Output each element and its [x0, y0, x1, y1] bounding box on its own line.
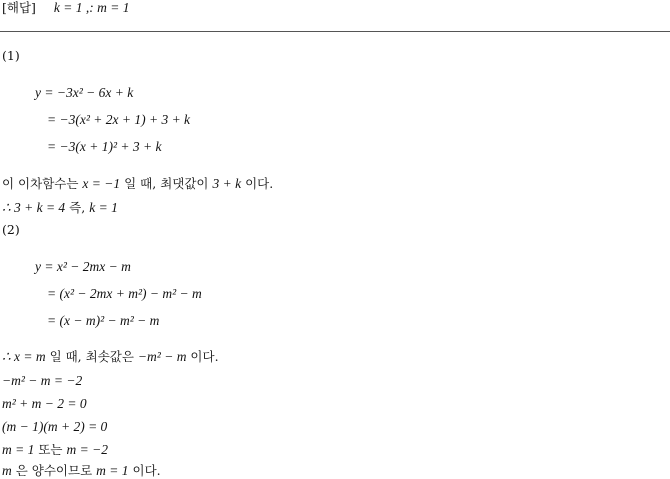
math-fragment: ∴ x = m: [2, 349, 46, 364]
part2-equation-3: = (x − m)² − m² − m: [47, 313, 160, 328]
part2-line-2: −m² − m = −2: [2, 373, 83, 388]
part2-number: (2): [2, 222, 20, 237]
math-fragment: −m² − m: [137, 349, 187, 364]
math-fragment: m = −2: [66, 442, 108, 457]
text-fragment: 이 이차함수는: [2, 176, 79, 191]
math-fragment: m = 1: [2, 442, 35, 457]
math-fragment: 3 + k: [212, 176, 242, 191]
part2-line-4: (m − 1)(m + 2) = 0: [2, 419, 108, 434]
text-fragment: 일 때, 최솟값은: [49, 349, 134, 364]
text-fragment: 즉,: [69, 200, 86, 215]
math-fragment: x = −1: [82, 176, 121, 191]
math-fragment: m: [2, 463, 12, 478]
part2-conclusion: [2, 349, 219, 365]
part1-conclusion: [2, 176, 273, 192]
math-fragment: k = 1: [89, 200, 118, 215]
answer-header: [2, 0, 129, 16]
header-divider: [0, 31, 670, 32]
part1-equation-1: y = −3x² − 6x + k: [35, 85, 134, 100]
math-fragment: ∴ 3 + k = 4: [2, 200, 66, 215]
part2-equation-2: = (x² − 2mx + m²) − m² − m: [47, 286, 202, 301]
text-fragment: 이다.: [190, 349, 219, 364]
text-fragment: 또는: [38, 442, 63, 457]
answer-label: [해답]: [2, 0, 36, 15]
answer-summary: k = 1 ,: m = 1: [53, 0, 130, 15]
part1-result: [2, 200, 118, 216]
part1-equation-3: = −3(x + 1)² + 3 + k: [47, 139, 162, 154]
part1-equation-2: = −3(x² + 2x + 1) + 3 + k: [47, 112, 191, 127]
part2-equation-1: y = x² − 2mx − m: [35, 259, 131, 274]
part2-line-5: [2, 442, 108, 458]
part2-line-3: m² + m − 2 = 0: [2, 396, 87, 411]
text-fragment: 일 때, 최댓값이: [124, 176, 209, 191]
text-fragment: 은 양수이므로: [15, 463, 93, 478]
part1-number: (1): [2, 48, 20, 63]
math-fragment: m = 1: [96, 463, 129, 478]
text-fragment: 이다.: [132, 463, 161, 478]
part2-line-6: [2, 463, 161, 479]
text-fragment: 이다.: [245, 176, 274, 191]
